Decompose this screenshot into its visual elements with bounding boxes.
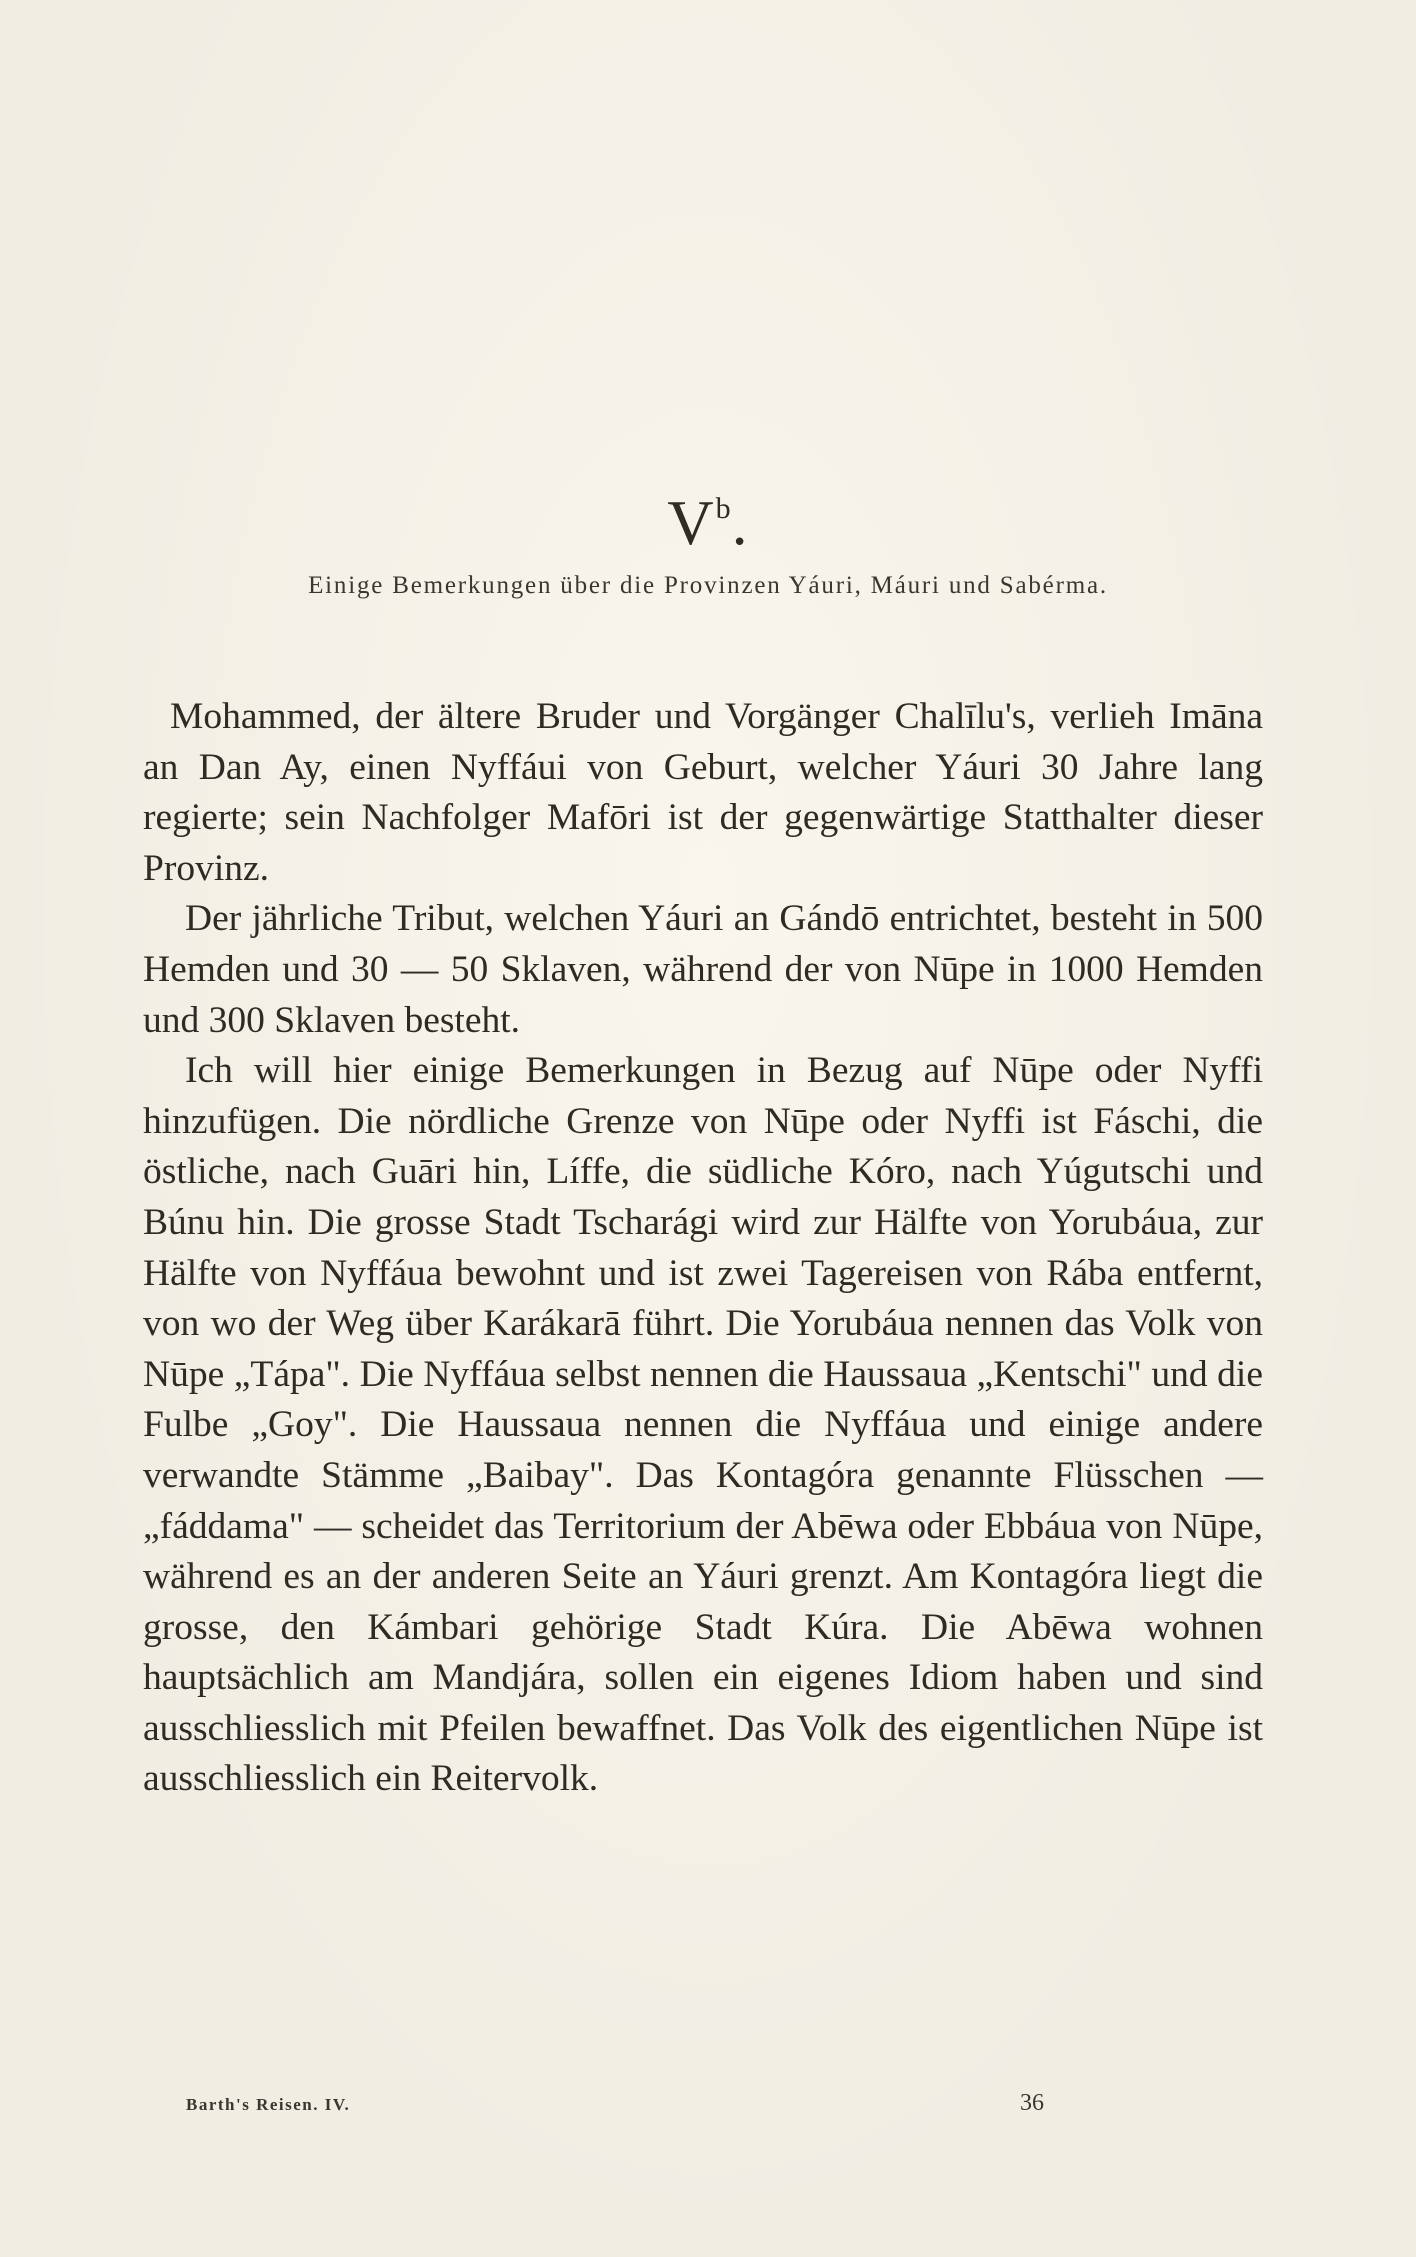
section-heading bbox=[0, 488, 1416, 570]
paragraph: Der jährliche Tribut, welchen Yáuri an Gándō entrichtet, besteht in 500 Hemden und 30 — 50 Sklaven, während der von Nūpe in 1000 Hemden und 300 Sklaven besteht. bbox=[143, 898, 1263, 1041]
paragraph: Ich will hier einige Bemerkungen in Bezug auf Nūpe oder Nyffi hinzufügen. Die nördliche Grenze von Nūpe oder Nyffi ist Fáschi, die östliche, nach Guāri hin, Líffe, die südliche Kóro, nach Yúgutschi und Búnu hin. Die grosse Stadt Tscharági wird zur Hälfte von Yorubáua, zur Hälfte von Nyffáua bewohnt und ist zwei Tagereisen von Rába entfernt, von wo der Weg über Karákarā führt. Die Yorubáua nennen das Volk von Nūpe „Tápa". Die Nyffáua selbst nennen die Haussaua „Kentschi" und die Fulbe „Goy". Die Haussaua nennen die Nyffáua und einige andere verwandte Stämme „Baibay". Das Kontagóra genannte Flüsschen — „fáddama" — scheidet das Territorium der Abēwa oder Ebbáua von Nūpe, während es an der anderen Seite an Yáuri grenzt. Am Kontagóra liegt die grosse, den Kámbari gehörige Stadt Kúra. Die Abēwa wohnen hauptsächlich am Mandjára, sollen ein eigenes Idiom haben und sind ausschliesslich mit Pfeilen bewaffnet. Das Volk des eigentlichen Nūpe ist ausschliesslich ein Reitervolk. bbox=[143, 1050, 1263, 1800]
heading-superscript: b bbox=[715, 492, 732, 525]
page-number: 36 bbox=[1020, 2090, 1044, 2116]
paragraph: Mohammed, der ältere Bruder und Vorgänger Chalīlu's, verlieh Imāna an Dan Ay, einen Nyffáui von Geburt, welcher Yáuri 30 Jahre lang regierte; sein Nachfolger Mafōri ist der gegenwärtige Statthalter dieser Provinz. bbox=[143, 696, 1263, 889]
footer-signature: Barth's Reisen. IV. bbox=[186, 2095, 351, 2114]
body-text bbox=[143, 692, 1263, 1805]
heading-main: V bbox=[667, 487, 715, 558]
heading-punct: . bbox=[731, 487, 749, 558]
section-subtitle: Einige Bemerkungen über die Provinzen Yáuri, Máuri und Sabérma. bbox=[308, 572, 1108, 599]
